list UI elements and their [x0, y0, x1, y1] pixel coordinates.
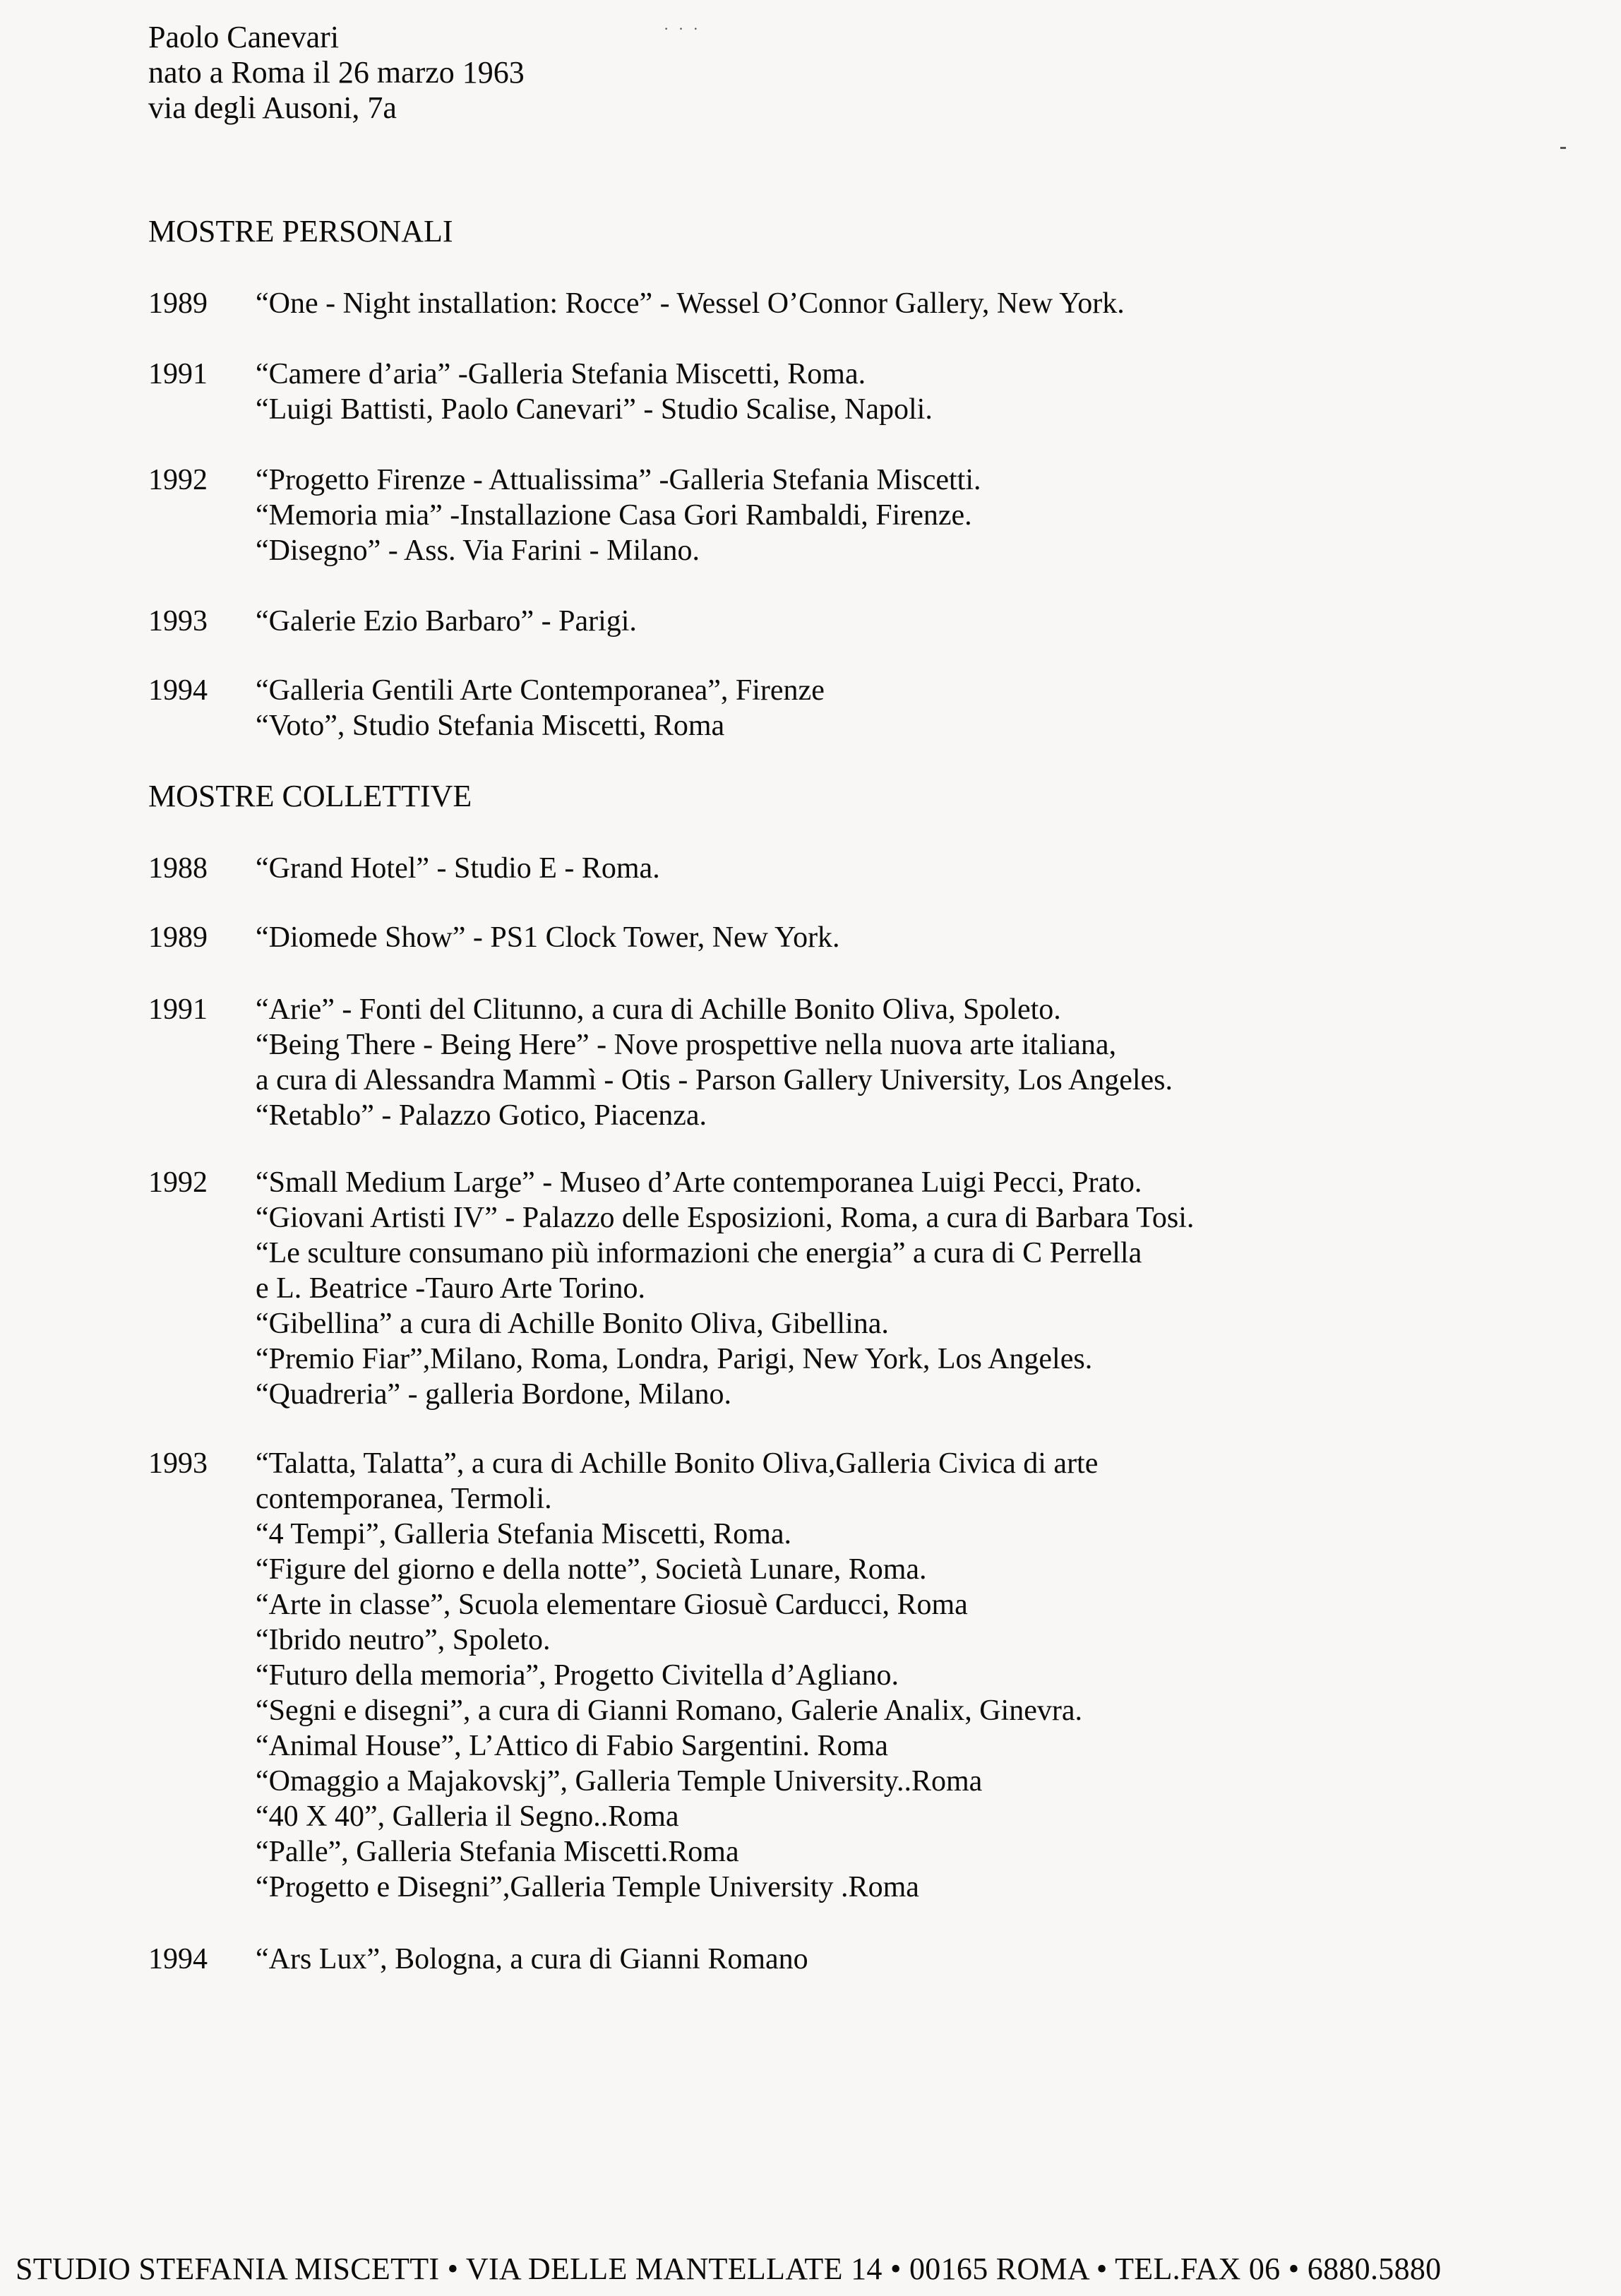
entry-line: “Camere d’aria” -Galleria Stefania Miscetti, Roma.: [256, 358, 866, 390]
entry-line: “Palle”, Galleria Stefania Miscetti.Roma: [256, 1836, 739, 1868]
paper-speck: · · ·: [664, 20, 701, 37]
entry-line: “Arie” - Fonti del Clitunno, a cura di Achille Bonito Oliva, Spoleto.: [256, 993, 1061, 1026]
entry-line: “Retablo” - Palazzo Gotico, Piacenza.: [256, 1099, 707, 1132]
entry-line: “Galleria Gentili Arte Contemporanea”, Firenze: [256, 674, 825, 707]
entry-line: “Small Medium Large” - Museo d’Arte contemporanea Luigi Pecci, Prato.: [256, 1166, 1142, 1199]
entry-year: 1991: [148, 358, 208, 390]
entry-line: “Gibellina” a cura di Achille Bonito Oliva, Gibellina.: [256, 1308, 889, 1340]
entry-year: 1992: [148, 464, 208, 496]
artist-birth: nato a Roma il 26 marzo 1963: [148, 55, 525, 90]
entry-line: “One - Night installation: Rocce” - Wessel O’Connor Gallery, New York.: [256, 287, 1125, 320]
entry-line: “Luigi Battisti, Paolo Canevari” - Studio Scalise, Napoli.: [256, 393, 933, 426]
entry-line: “Futuro della memoria”, Progetto Civitella d’Agliano.: [256, 1659, 899, 1692]
entry-line: “Memoria mia” -Installazione Casa Gori Rambaldi, Firenze.: [256, 499, 972, 532]
section-title-personali: MOSTRE PERSONALI: [148, 214, 453, 249]
entry-line: “Grand Hotel” - Studio E - Roma.: [256, 852, 660, 885]
entry-line: “Being There - Being Here” - Nove prospettive nella nuova arte italiana,: [256, 1029, 1117, 1061]
entry-line: “Premio Fiar”,Milano, Roma, Londra, Parigi, New York, Los Angeles.: [256, 1343, 1093, 1375]
entry-line: “Progetto e Disegni”,Galleria Temple University .Roma: [256, 1871, 919, 1903]
entry-line: “Voto”, Studio Stefania Miscetti, Roma: [256, 710, 725, 742]
entry-line: e L. Beatrice -Tauro Arte Torino.: [256, 1272, 645, 1305]
entry-line: “Diomede Show” - PS1 Clock Tower, New York.: [256, 921, 840, 954]
entry-line: a cura di Alessandra Mammì - Otis - Parson Gallery University, Los Angeles.: [256, 1064, 1173, 1096]
artist-address: via degli Ausoni, 7a: [148, 90, 397, 125]
entry-line: “Le sculture consumano più informazioni che energia” a cura di C Perrella: [256, 1237, 1142, 1269]
entry-year: 1992: [148, 1166, 208, 1199]
entry-year: 1994: [148, 1943, 208, 1975]
entry-line: “Animal House”, L’Attico di Fabio Sargentini. Roma: [256, 1730, 888, 1762]
artist-header: [148, 20, 525, 126]
entry-line: “Figure del giorno e della notte”, Società Lunare, Roma.: [256, 1553, 927, 1586]
entry-line: “Arte in classe”, Scuola elementare Giosuè Carducci, Roma: [256, 1589, 968, 1621]
entry-year: 1993: [148, 605, 208, 638]
entry-line: “Progetto Firenze - Attualissima” -Galleria Stefania Miscetti.: [256, 464, 981, 496]
entry-line: “Segni e disegni”, a cura di Gianni Romano, Galerie Analix, Ginevra.: [256, 1694, 1082, 1727]
entry-line: “4 Tempi”, Galleria Stefania Miscetti, Roma.: [256, 1518, 792, 1550]
entry-year: 1989: [148, 287, 208, 320]
entry-line: “Talatta, Talatta”, a cura di Achille Bonito Oliva,Galleria Civica di arte: [256, 1447, 1099, 1480]
entry-line: “Giovani Artisti IV” - Palazzo delle Esposizioni, Roma, a cura di Barbara Tosi.: [256, 1202, 1195, 1234]
section-title-collettive: MOSTRE COLLETTIVE: [148, 779, 472, 813]
entry-line: “Ars Lux”, Bologna, a cura di Gianni Romano: [256, 1943, 808, 1975]
entry-year: 1988: [148, 852, 208, 885]
entry-year: 1994: [148, 674, 208, 707]
entry-year: 1991: [148, 993, 208, 1026]
entry-line: “Quadreria” - galleria Bordone, Milano.: [256, 1378, 732, 1411]
paper-mark: [1560, 147, 1566, 149]
entry-line: “Disegno” - Ass. Via Farini - Milano.: [256, 534, 700, 567]
entry-year: 1989: [148, 921, 208, 954]
entry-line: “40 X 40”, Galleria il Segno..Roma: [256, 1800, 679, 1833]
studio-footer: STUDIO STEFANIA MISCETTI • VIA DELLE MANTELLATE 14 • 00165 ROMA • TEL.FAX 06 • 6880.5880: [16, 2252, 1442, 2286]
entry-year: 1993: [148, 1447, 208, 1480]
entry-line: “Ibrido neutro”, Spoleto.: [256, 1624, 551, 1656]
entry-line: contemporanea, Termoli.: [256, 1483, 552, 1515]
artist-name: Paolo Canevari: [148, 20, 340, 54]
entry-line: “Galerie Ezio Barbaro” - Parigi.: [256, 605, 637, 638]
entry-line: “Omaggio a Majakovskj”, Galleria Temple University..Roma: [256, 1765, 983, 1798]
